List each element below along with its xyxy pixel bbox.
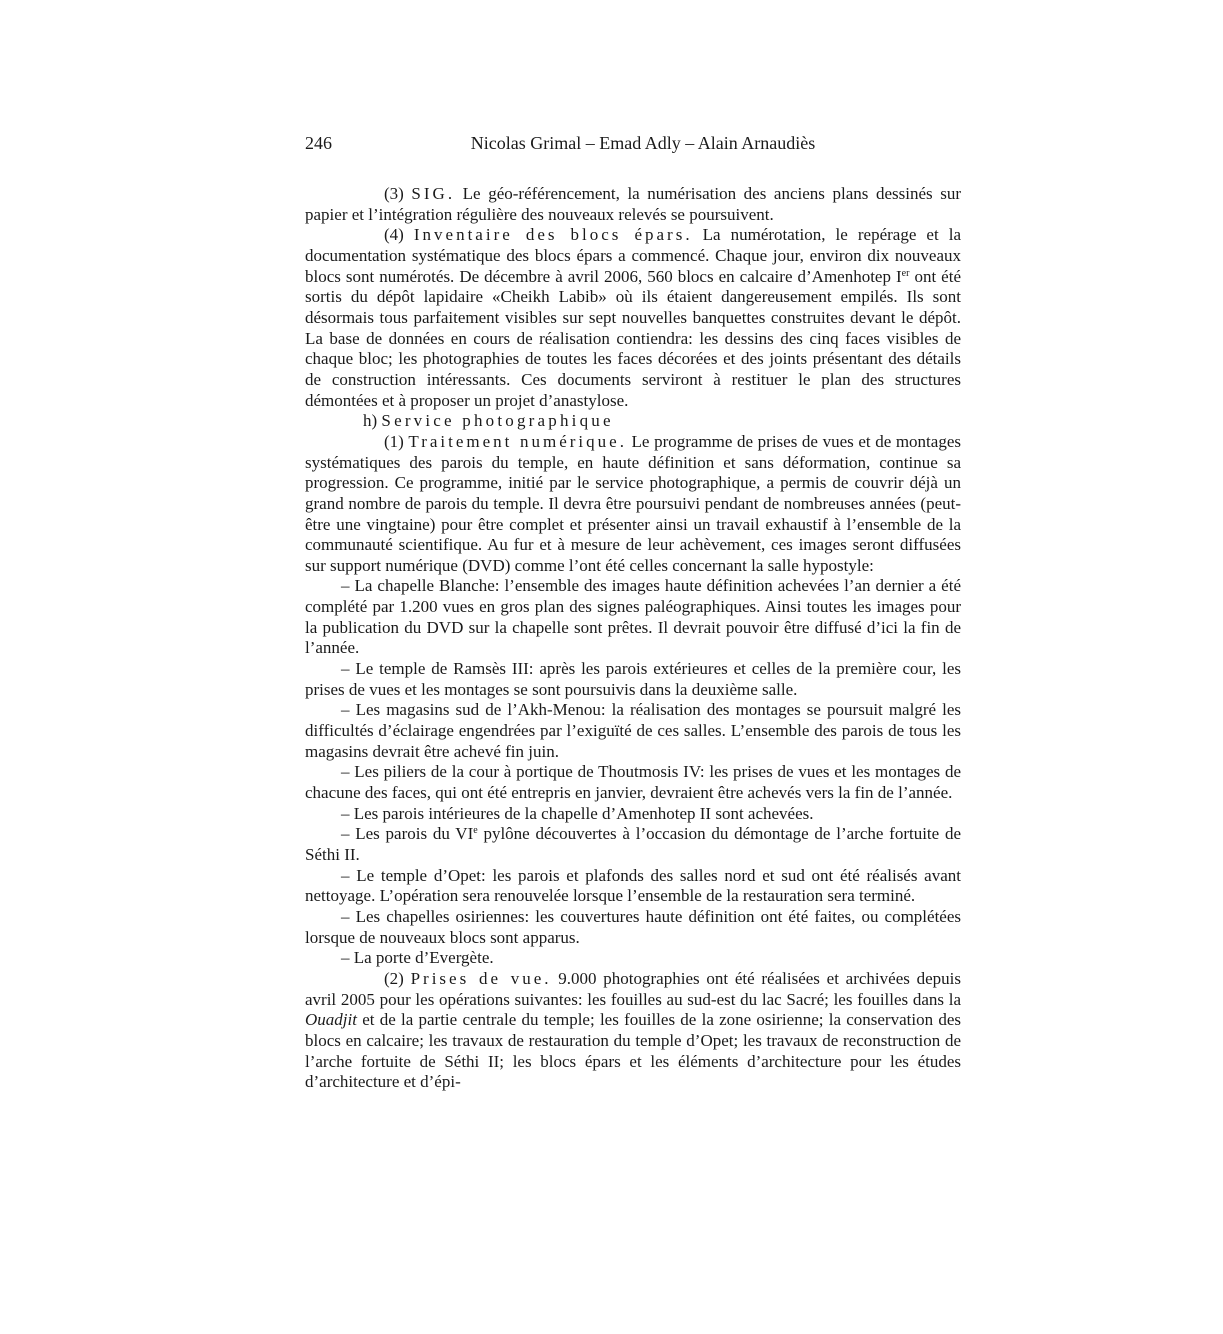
list-item: – Les magasins sud de l’Akh-Menou: la réalisation des montages se poursuit malgré les difficultés d’éclairage engendrées par l’exiguïté de ces salles. L’ensemble des parois de tous les magasins devrait être achevé fin juin. [305, 700, 961, 761]
section-label: SIG. [411, 184, 456, 203]
body-text [305, 184, 961, 1093]
superscript: e [473, 825, 478, 837]
section-label: Traitement numérique. [408, 431, 627, 451]
superscript: er [901, 267, 910, 279]
paragraph-number: (4) [384, 225, 414, 245]
list-item: – Le temple d’Opet: les parois et plafonds des salles nord et sud ont été réalisés avant nettoyage. L’opération sera renouvelée lorsque l’ensemble de la restauration sera terminé. [305, 865, 961, 906]
paragraph-number: (2) [384, 968, 411, 988]
list-item: – Les piliers de la cour à portique de Thoutmosis IV: les prises de vues et les montages de chacune des faces, qui ont été entrepris en janvier, devraient être achevés vers la fin de l’année. [305, 762, 961, 803]
list-item: – Les parois intérieures de la chapelle d’Amenhotep II sont achevées. [341, 803, 814, 823]
paragraph-inventaire [305, 225, 961, 411]
list-item-text: pylône découvertes à l’occasion du démontage de l’arche fortuite de Séthi II. [305, 824, 961, 864]
running-header [305, 131, 961, 155]
paragraph-prises [305, 969, 961, 1093]
list-item-text: – Les parois du VI [341, 824, 474, 844]
list-item: – La porte d’Evergète. [341, 948, 494, 968]
paragraph-text: Le programme de prises de vues et de montages systématiques des parois du temple, en haute définition et sans déformation, continue sa progression. Ce programme, initié par le service photographique, a permis de couvrir déjà un grand nombre de parois du temple. Il devra être poursuivi pendant de nombreuses années (peut-être une vingtaine) pour être complet et présenter ainsi un travail exhaustif à l’ensemble de la communauté scientifique. Au fur et à mesure de leur achèvement, ces images seront diffusées sur support numérique (DVD) comme l’ont été celles concernant la salle hypostyle: [305, 431, 961, 575]
list-item: – Le temple de Ramsès III: après les parois extérieures et celles de la première cour, les prises de vues et les montages se sont poursuivis dans la deuxième salle. [305, 659, 961, 699]
page-number: 246 [305, 133, 332, 153]
paragraph-text: La numérotation, le repérage et la documentation systématique des blocs épars a commencé. Chaque jour, environ dix nouveaux blocs sont numérotés. De décembre à avril 2006, 560 blocs en calcaire d’Amenhotep I [305, 225, 961, 286]
section-label: Prises de vue. [410, 968, 552, 988]
paragraph-text: Le géo-référencement, la numérisation des anciens plans dessinés sur papier et l’intégration régulière des nouveaux relevés se poursuivent. [305, 184, 961, 224]
paragraph-text: et de la partie centrale du temple; les fouilles de la zone osirienne; la conservation des blocs en calcaire; les travaux de restauration du temple d’Opet; les travaux de reconstruction de l’arche fortuite de Séthi II; les blocs épars et les éléments d’architecture pour les études d’architecture et d’épi- [305, 1010, 961, 1092]
paragraph-traitement [305, 432, 961, 577]
paragraph-text: 9.000 photographies ont été réalisées et archivées depuis avril 2005 pour les opérations suivantes: les fouilles au sud-est du lac Sacré; les fouilles dans la [305, 968, 961, 1009]
paragraph-number: (1) [384, 431, 409, 451]
list-item: – Les chapelles osiriennes: les couvertures haute définition ont été faites, ou complétées lorsque de nouveaux blocs sont apparus. [305, 906, 961, 947]
section-label: Service photographique [381, 411, 614, 431]
paragraph-text: ont été sortis du dépôt lapidaire «Cheikh Labib» où ils étaient dangereusement empilés. Ils sont désormais tous parfaitement visibles sur sept nouvelles banquettes construites devant le dépôt. La base de données en cours de réalisation contiendra: les dessins des cinq faces visibles de chaque bloc; les photographies de toutes les faces décorées et des joints présentant des détails de construction intéressants. Ces documents serviront à restituer le plan des structures démontées et à proposer un projet d’anastylose. [305, 266, 961, 410]
list-item: – La chapelle Blanche: l’ensemble des images haute définition achevées l’an dernier a été complété par 1.200 vues en gros plan des signes paléographiques. Ainsi toutes les images pour la publication du DVD sur la chapelle sont prêtes. Il devrait pouvoir être diffusé d’ici la fin de l’année. [305, 576, 961, 658]
header-authors: Nicolas Grimal – Emad Adly – Alain Arnaudiès [470, 133, 816, 153]
section-label: Inventaire des blocs épars. [413, 225, 693, 245]
list-item [305, 824, 961, 865]
italic-term: Ouadjit [305, 1010, 357, 1030]
paragraph-sig [305, 184, 961, 225]
section-heading [305, 411, 961, 432]
paragraph-number: (3) [384, 184, 412, 203]
section-prefix: h) [363, 411, 382, 431]
